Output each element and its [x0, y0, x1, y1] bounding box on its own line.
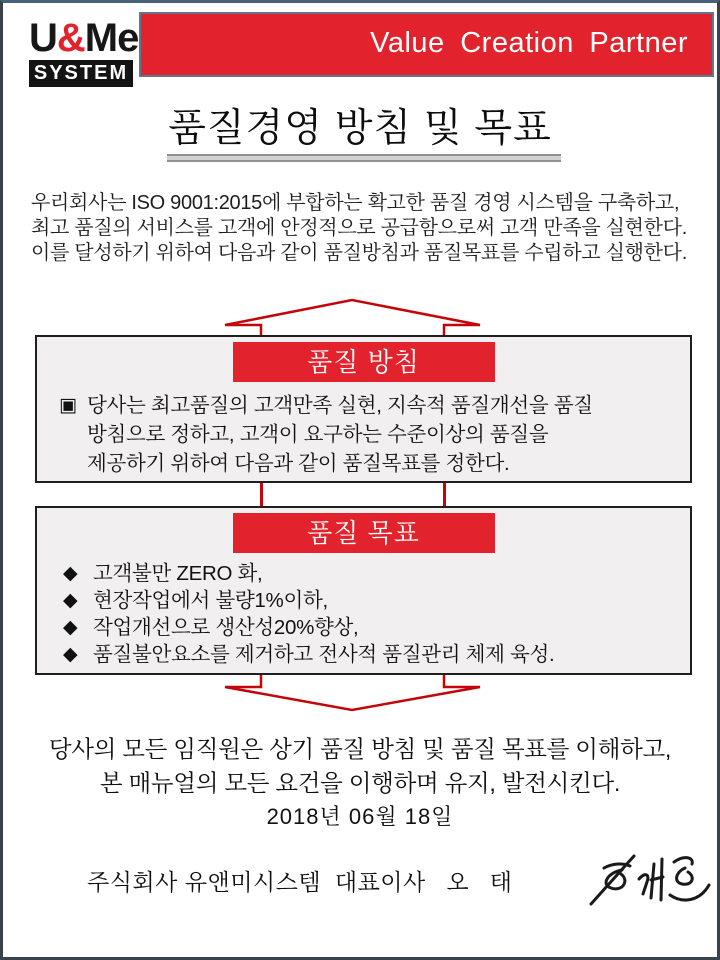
diamond-bullet-icon: ◆	[63, 590, 78, 611]
connector-line-right	[443, 483, 446, 506]
down-arrow-icon	[218, 675, 488, 714]
goal-text: 작업개선으로 생산성20%향상,	[93, 616, 359, 639]
quality-goals-list	[63, 560, 672, 668]
intro-line: 우리회사는 ISO 9001:2015에 부합하는 확고한 품질 경영 시스템을 구축하고,	[31, 192, 680, 214]
quality-policy-heading: 품질 방침	[233, 342, 495, 382]
square-bullet-icon: ▣	[59, 395, 77, 416]
goal-item	[63, 641, 672, 668]
logo-u: U	[29, 16, 57, 60]
goal-item	[63, 560, 672, 587]
up-arrow-icon	[218, 296, 488, 339]
closing-statement	[3, 732, 717, 834]
goal-text: 고객불만 ZERO 화,	[93, 562, 263, 585]
goal-item	[63, 614, 672, 641]
quality-goals-box	[35, 506, 692, 675]
quality-policy-body	[59, 391, 672, 478]
policy-line: 당사는 최고품질의 고객만족 실현, 지속적 품질개선을 품질	[87, 394, 593, 417]
goal-text: 품질불안요소를 제거하고 전사적 품질관리 체제 육성.	[93, 643, 555, 666]
quality-policy-text	[87, 391, 593, 478]
title-underline	[167, 154, 561, 162]
logo-wordmark	[29, 17, 139, 59]
ceo-signature-icon	[586, 841, 716, 923]
closing-line: 본 매뉴얼의 모든 요건을 이행하며 유지, 발전시킨다.	[99, 770, 621, 796]
company-signature-line: 주식회사 유앤미시스템 대표이사 오 태	[87, 869, 513, 895]
logo-system-label: SYSTEM	[29, 60, 133, 87]
diamond-bullet-icon: ◆	[63, 644, 78, 665]
diamond-bullet-icon: ◆	[63, 617, 78, 638]
logo-ampersand: &	[56, 16, 85, 60]
goal-item	[63, 587, 672, 614]
quality-policy-box	[35, 335, 692, 483]
connector-line-left	[260, 483, 263, 506]
intro-line: 이를 달성하기 위하여 다음과 같이 품질방침과 품질목표를 수립하고 실행한다.	[31, 242, 687, 264]
closing-line: 당사의 모든 임직원은 상기 품질 방침 및 품질 목표를 이해하고,	[48, 736, 672, 762]
goal-text: 현장작업에서 불량1%이하,	[93, 589, 328, 612]
company-logo	[29, 17, 139, 87]
document-date: 2018년 06월 18일	[266, 804, 454, 829]
quality-goals-heading: 품질 목표	[233, 513, 495, 553]
intro-paragraph	[31, 191, 701, 266]
diamond-bullet-icon: ◆	[63, 563, 78, 584]
logo-me: Me	[84, 16, 139, 60]
policy-line: 방침으로 정하고, 고객이 요구하는 수준이상의 품질을	[87, 423, 549, 446]
policy-line: 제공하기 위하여 다음과 같이 품질목표를 정한다.	[87, 452, 510, 475]
intro-line: 최고 품질의 서비스를 고객에 안정적으로 공급함으로써 고객 만족을 실현한다.	[31, 217, 687, 239]
page-title: 품질경영 방침 및 목표	[168, 107, 552, 150]
slogan-banner: Value Creation Partner	[139, 12, 714, 77]
